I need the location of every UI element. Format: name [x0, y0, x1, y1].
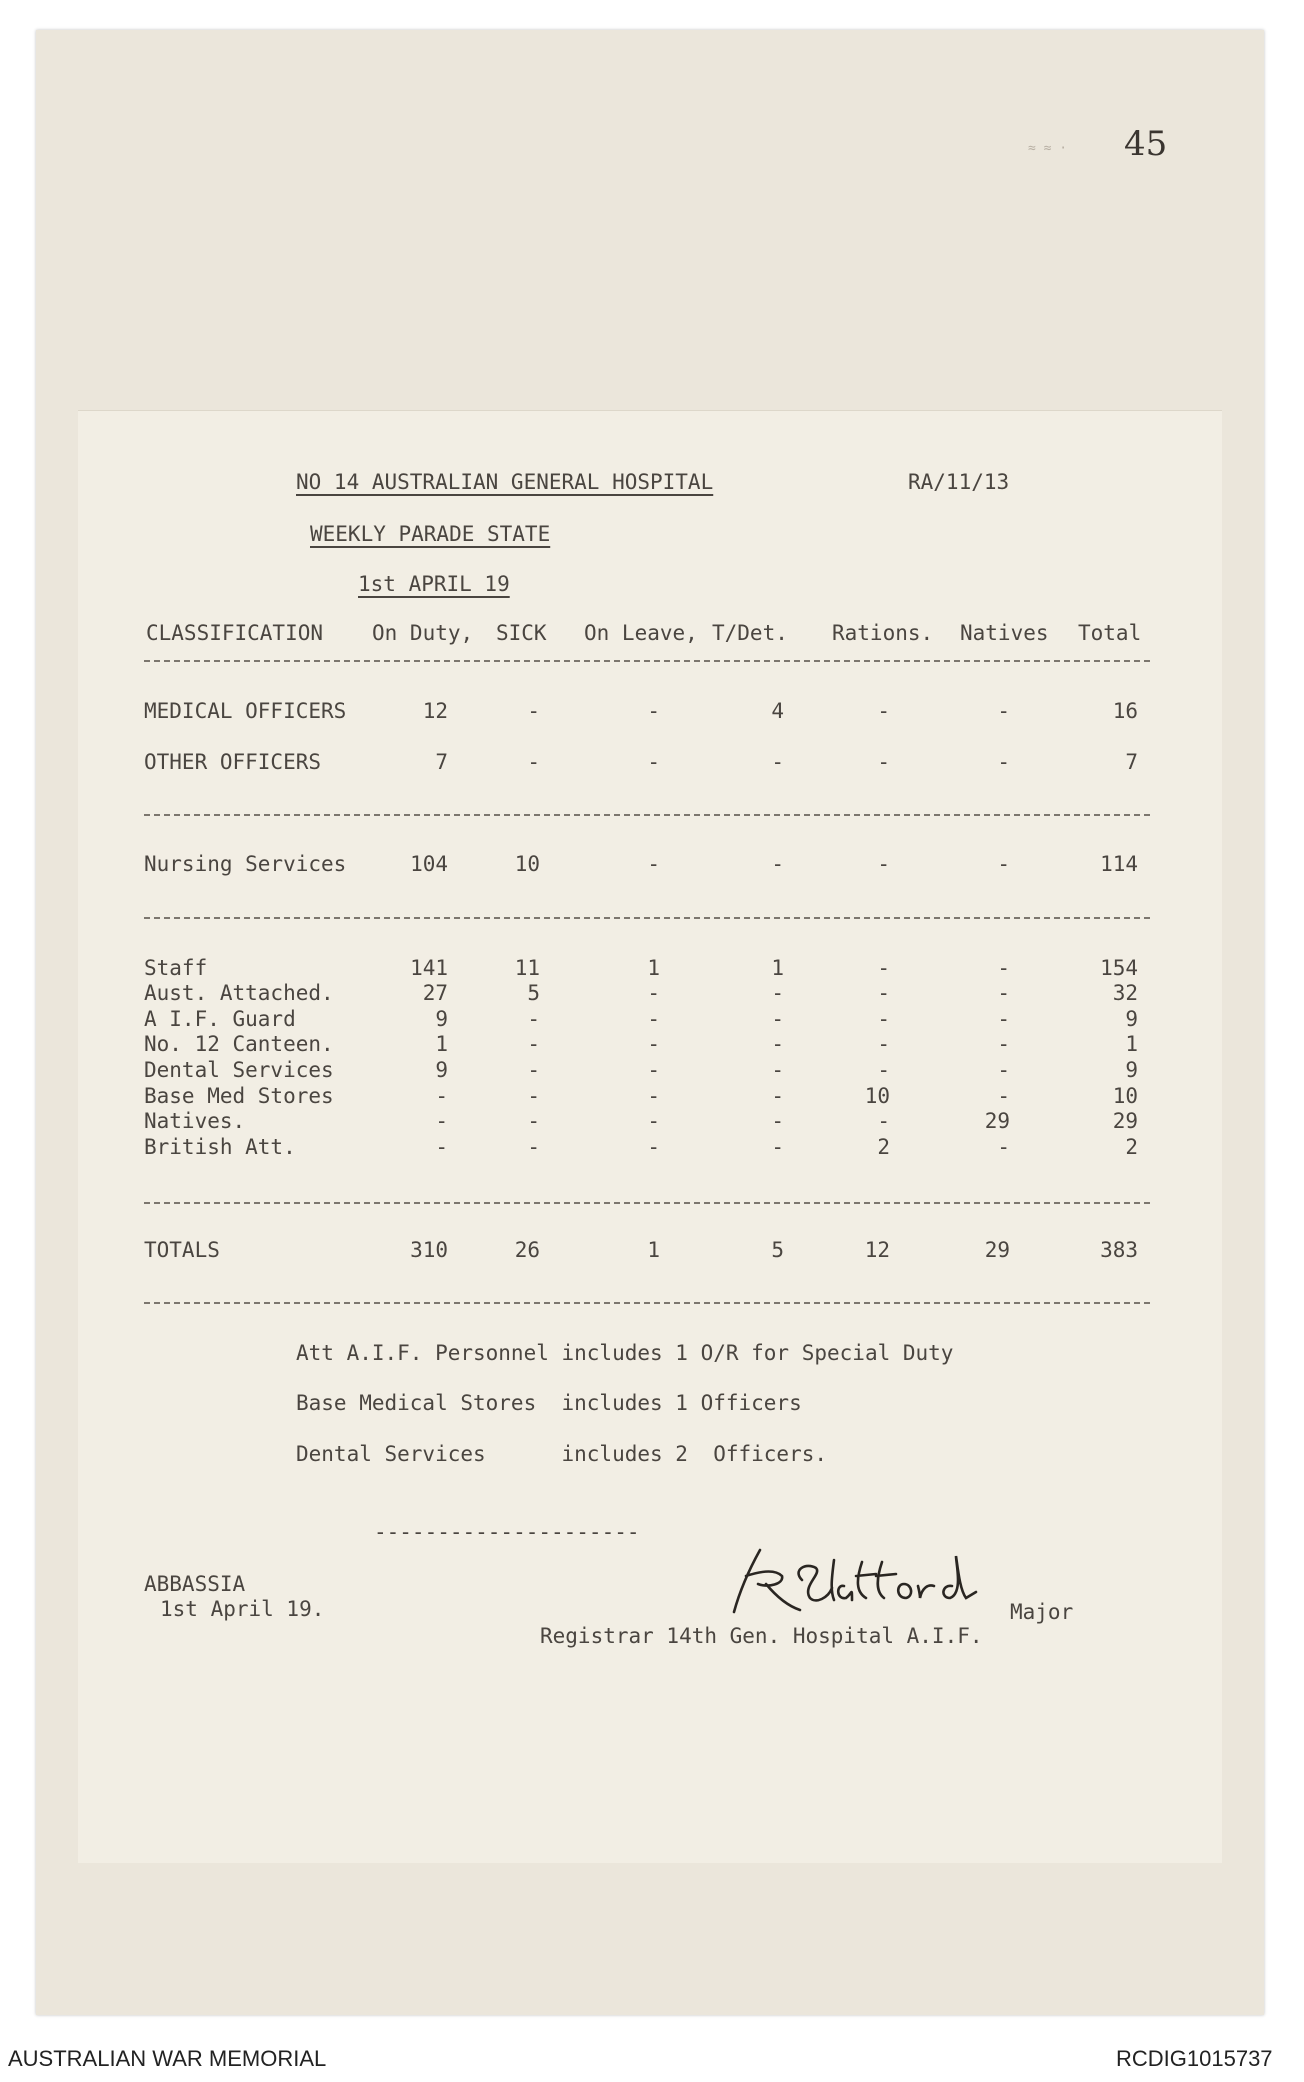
cell-on-leave: -	[647, 1032, 660, 1056]
cell-t-det: -	[771, 1058, 784, 1082]
cell-sick: -	[527, 1058, 540, 1082]
cell-on-duty: 141	[410, 956, 448, 980]
cell-rations: -	[877, 1109, 890, 1133]
note-line: Base Medical Stores includes 1 Officers	[296, 1391, 802, 1415]
dashed-rule	[144, 660, 1150, 662]
column-header-classification: CLASSIFICATION	[146, 621, 324, 645]
cell-sick: -	[527, 699, 540, 723]
cell-total: 29	[1112, 1109, 1138, 1133]
table-row	[0, 852, 1304, 878]
cell-rations: -	[877, 956, 890, 980]
total-rations: 12	[864, 1238, 890, 1262]
cell-sick: -	[527, 1084, 540, 1108]
cell-rations: -	[877, 699, 890, 723]
total-natives: 29	[984, 1238, 1010, 1262]
cell-sick: -	[527, 1109, 540, 1133]
dashed-rule	[144, 1302, 1150, 1304]
table-row	[0, 956, 1304, 982]
column-header-on-duty: On Duty,	[372, 621, 474, 645]
cell-natives: -	[997, 956, 1010, 980]
table-row	[0, 1007, 1304, 1033]
cell-on-leave: -	[647, 981, 660, 1005]
handwritten-signature	[706, 1540, 1006, 1620]
cell-t-det: 1	[771, 956, 784, 980]
total-on-duty: 310	[410, 1238, 448, 1262]
footer-record-id: RCDIG1015737	[1116, 2046, 1273, 2071]
column-header-total: Total	[1078, 621, 1142, 645]
row-label: Dental Services	[144, 1058, 334, 1082]
table-row	[0, 750, 1304, 776]
row-label: No. 12 Canteen.	[144, 1032, 334, 1056]
report-date: 1st APRIL 19	[358, 572, 510, 596]
page-number: 45	[1124, 124, 1168, 164]
cell-on-duty: -	[435, 1084, 448, 1108]
cell-sick: -	[527, 750, 540, 774]
cell-t-det: -	[771, 750, 784, 774]
column-header-t-det: T/Det.	[712, 621, 788, 645]
cell-t-det: -	[771, 1109, 784, 1133]
cell-on-duty: 27	[422, 981, 448, 1005]
total-t-det: 5	[771, 1238, 784, 1262]
cell-on-duty: 7	[435, 750, 448, 774]
place-date: 1st April 19.	[160, 1597, 325, 1621]
row-label: Staff	[144, 956, 208, 980]
cell-t-det: -	[771, 981, 784, 1005]
total-sick: 26	[514, 1238, 540, 1262]
cell-total: 154	[1100, 956, 1138, 980]
report-subtitle: WEEKLY PARADE STATE	[310, 522, 551, 546]
cell-rations: -	[877, 750, 890, 774]
signatory-rank: Major	[1010, 1600, 1074, 1624]
note-line: Att A.I.F. Personnel includes 1 O/R for Special Duty	[296, 1341, 954, 1365]
place: ABBASSIA	[144, 1572, 246, 1596]
column-header-rations: Rations.	[832, 621, 934, 645]
signature-line: ---------------------	[374, 1520, 640, 1544]
footer-institution: AUSTRALIAN WAR MEMORIAL	[8, 2046, 327, 2071]
cell-rations: -	[877, 1007, 890, 1031]
totals-row	[0, 1238, 1304, 1264]
cell-natives: -	[997, 750, 1010, 774]
column-header-sick: SICK	[496, 621, 547, 645]
table-row	[0, 1084, 1304, 1110]
row-label: MEDICAL OFFICERS	[144, 699, 347, 723]
cell-sick: 5	[527, 981, 540, 1005]
cell-total: 9	[1125, 1058, 1138, 1082]
cell-natives: -	[997, 699, 1010, 723]
row-label: Aust. Attached.	[144, 981, 334, 1005]
cell-natives: 29	[984, 1109, 1010, 1133]
table-row	[0, 1135, 1304, 1161]
cell-rations: 10	[864, 1084, 890, 1108]
cell-natives: -	[997, 1084, 1010, 1108]
cell-on-leave: -	[647, 750, 660, 774]
row-label: Natives.	[144, 1109, 246, 1133]
cell-total: 9	[1125, 1007, 1138, 1031]
cell-t-det: 4	[771, 699, 784, 723]
cell-total: 10	[1112, 1084, 1138, 1108]
note-line: Dental Services includes 2 Officers.	[296, 1442, 828, 1466]
table-row	[0, 981, 1304, 1007]
cell-rations: -	[877, 981, 890, 1005]
row-label: Nursing Services	[144, 852, 347, 876]
cell-t-det: -	[771, 852, 784, 876]
table-row	[0, 1032, 1304, 1058]
hospital-title: NO 14 AUSTRALIAN GENERAL HOSPITAL	[296, 470, 714, 494]
cell-t-det: -	[771, 1032, 784, 1056]
grand-total: 383	[1100, 1238, 1138, 1262]
dashed-rule	[144, 917, 1150, 919]
reference-number: RA/11/13	[908, 470, 1010, 494]
cell-on-leave: -	[647, 1135, 660, 1159]
cell-on-duty: -	[435, 1109, 448, 1133]
row-label: OTHER OFFICERS	[144, 750, 322, 774]
total-on-leave: 1	[647, 1238, 660, 1262]
dashed-rule	[144, 1202, 1150, 1204]
cell-on-duty: -	[435, 1135, 448, 1159]
row-label: A I.F. Guard	[144, 1007, 296, 1031]
cell-on-leave: -	[647, 1007, 660, 1031]
cell-total: 1	[1125, 1032, 1138, 1056]
cell-rations: -	[877, 852, 890, 876]
table-row	[0, 1058, 1304, 1084]
cell-natives: -	[997, 1032, 1010, 1056]
cell-on-leave: -	[647, 1084, 660, 1108]
cell-rations: -	[877, 1032, 890, 1056]
table-row	[0, 1109, 1304, 1135]
cell-natives: -	[997, 852, 1010, 876]
cell-on-duty: 104	[410, 852, 448, 876]
signatory-title: Registrar 14th Gen. Hospital A.I.F.	[540, 1624, 983, 1648]
cell-natives: -	[997, 1135, 1010, 1159]
row-label: Base Med Stores	[144, 1084, 334, 1108]
cell-natives: -	[997, 981, 1010, 1005]
cell-on-leave: -	[647, 1109, 660, 1133]
cell-total: 16	[1112, 699, 1138, 723]
cell-t-det: -	[771, 1084, 784, 1108]
cell-on-duty: 1	[435, 1032, 448, 1056]
cell-total: 114	[1100, 852, 1138, 876]
cell-total: 32	[1112, 981, 1138, 1005]
cell-sick: 10	[514, 852, 540, 876]
cell-total: 7	[1125, 750, 1138, 774]
totals-label: TOTALS	[144, 1238, 220, 1262]
cell-natives: -	[997, 1058, 1010, 1082]
cell-on-leave: -	[647, 1058, 660, 1082]
cell-t-det: -	[771, 1007, 784, 1031]
column-header-on-leave: On Leave,	[584, 621, 698, 645]
cell-t-det: -	[771, 1135, 784, 1159]
page-mark: ≈ ≈ ·	[1028, 141, 1068, 156]
cell-natives: -	[997, 1007, 1010, 1031]
cell-on-duty: 9	[435, 1058, 448, 1082]
cell-on-leave: -	[647, 852, 660, 876]
dashed-rule	[144, 814, 1150, 816]
cell-on-leave: 1	[647, 956, 660, 980]
column-header-natives: Natives	[960, 621, 1049, 645]
cell-sick: -	[527, 1135, 540, 1159]
cell-sick: -	[527, 1032, 540, 1056]
cell-rations: -	[877, 1058, 890, 1082]
cell-rations: 2	[877, 1135, 890, 1159]
cell-sick: -	[527, 1007, 540, 1031]
row-label: British Att.	[144, 1135, 296, 1159]
cell-sick: 11	[514, 956, 540, 980]
cell-on-duty: 9	[435, 1007, 448, 1031]
cell-on-leave: -	[647, 699, 660, 723]
cell-total: 2	[1125, 1135, 1138, 1159]
cell-on-duty: 12	[422, 699, 448, 723]
table-row	[0, 699, 1304, 725]
